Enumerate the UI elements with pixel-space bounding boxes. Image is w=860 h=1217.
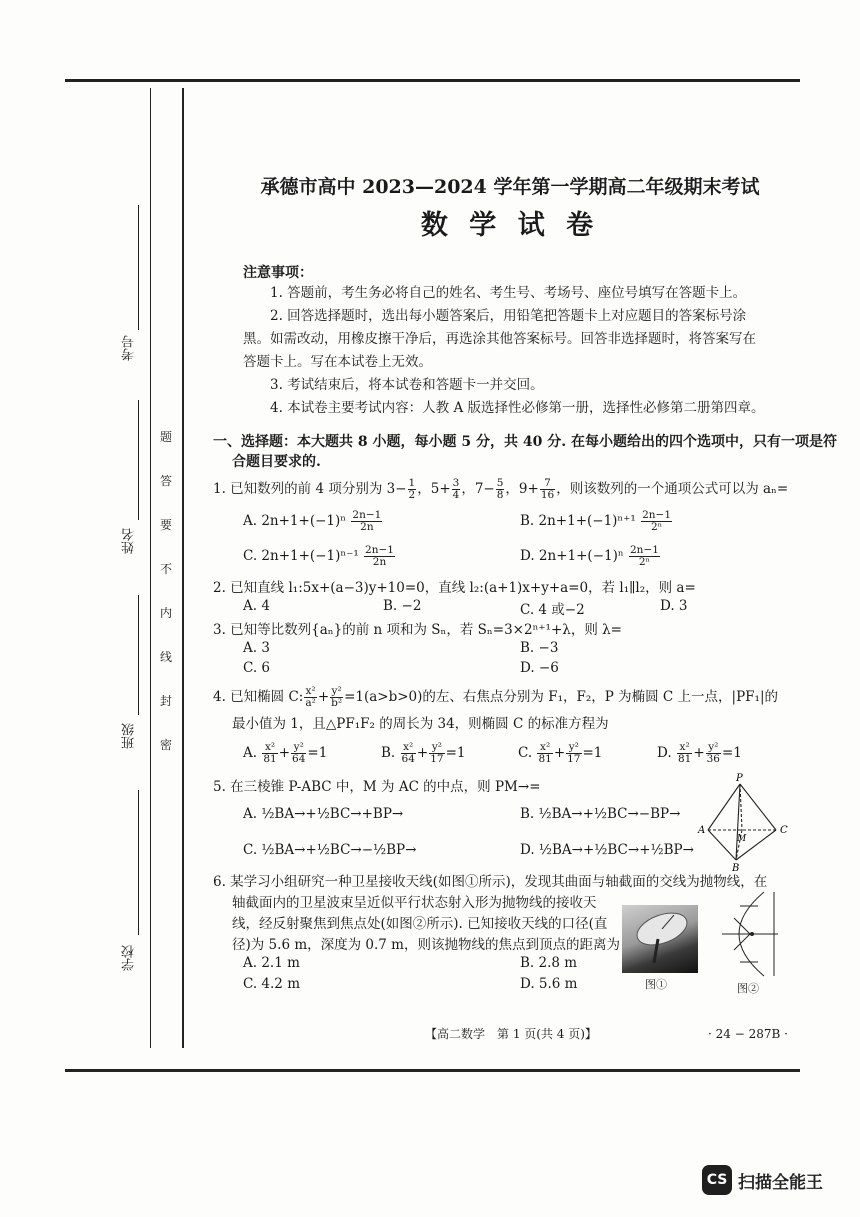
question-2-stem: 2. 已知直线 l₁:5x+(a−3)y+10=0，直线 l₂:(a+1)x+y+a=0，若 l₁∥l₂，则 a=	[213, 580, 696, 596]
exam-no-underline	[138, 205, 139, 330]
question-2-option-a: A. 4	[243, 598, 270, 614]
school-label: 学校	[122, 945, 137, 971]
question-6-stem: 6. 某学习小组研究一种卫星接收天线(如图①所示)，发现其曲面与轴截面的交线为抛物线，在	[213, 874, 768, 890]
fig-label-b: B	[732, 863, 740, 872]
binding-line-outer	[150, 88, 151, 1048]
section-heading: 一、选择题：本大题共 8 小题，每小题 5 分，共 40 分. 在每小题给出的四个选项中，只有一项是符	[213, 434, 837, 450]
page-footer: 【高二数学 第 1 页(共 4 页)】	[425, 1027, 597, 1041]
question-2-option-d: D. 3	[660, 598, 688, 614]
notice-item-1: 1. 答题前，考生务必将自己的姓名、考生号、考场号、座位号填写在答题卡上。	[270, 285, 747, 301]
class-underline	[138, 595, 139, 715]
question-5-option-d: D. ½BA→+½BC→+½BP→	[520, 842, 694, 858]
question-2-option-c: C. 4 或−2	[520, 602, 585, 618]
question-4-stem-cont: 最小值为 1，且△PF₁F₂ 的周长为 34，则椭圆 C 的标准方程为	[232, 716, 609, 732]
notice-item-2: 2. 回答选择题时，选出每小题答案后，用铅笔把答题卡上对应题目的答案标号涂	[270, 308, 747, 324]
figure-1-caption: 图①	[645, 978, 667, 991]
question-4-stem: 4. 已知椭圆 C: $\frac{\text{x²}}{\text{a²}}$ + $\frac{\text{y²}}{\text{b²}}$ =1(a>b>0)的左、右焦点分别为 F₁，F₂，P 为椭圆 C 上一点，|PF₁|的	[213, 685, 779, 709]
name-label: 姓名	[122, 528, 137, 554]
question-4-option-c: C. $\frac{\text{x²}}{81}$ + $\frac{\text{y²}}{17}$ =1	[518, 741, 603, 765]
figure-2-caption: 图②	[737, 982, 759, 995]
question-4-option-b: B. $\frac{\text{x²}}{64}$ + $\frac{\text{y²}}{17}$ =1	[381, 741, 466, 765]
question-5-option-a: A. ½BA→+½BC→+BP→	[243, 806, 404, 822]
fig-label-p: P	[736, 773, 743, 784]
seal-char-5: 内	[159, 606, 172, 620]
question-6-option-d: D. 5.6 m	[520, 976, 578, 992]
question-1-option-c: C. 2n+1+(−1)ⁿ⁻¹ $\frac{2n-1}{2n}$	[243, 544, 394, 568]
fig-label-m: M	[737, 834, 747, 844]
question-1-option-b: B. 2n+1+(−1)ⁿ⁺¹ $\frac{2n-1}{\text{2ⁿ}}$	[520, 509, 672, 533]
question-6-option-b: B. 2.8 m	[520, 955, 578, 971]
seal-char-7: 封	[159, 694, 172, 708]
question-4-option-a: A. $\frac{\text{x²}}{81}$ + $\frac{\text{y²}}{64}$ =1	[243, 741, 328, 765]
question-1-option-d: D. 2n+1+(−1)ⁿ $\frac{2n-1}{\text{2ⁿ}}$	[520, 544, 659, 568]
question-3-stem: 3. 已知等比数列{aₙ}的前 n 项和为 Sₙ，若 Sₙ=3×2ⁿ⁺¹+λ，则 λ=	[213, 622, 622, 638]
question-6-option-a: A. 2.1 m	[243, 955, 300, 971]
top-border	[65, 79, 800, 82]
seal-char-6: 线	[159, 650, 172, 664]
tetrahedron-figure	[696, 772, 792, 872]
question-4-option-d: D. $\frac{\text{x²}}{81}$ + $\frac{\text{y²}}{36}$ =1	[657, 741, 742, 765]
question-5-option-c: C. ½BA→+½BC→−½BP→	[243, 842, 417, 858]
fig-label-c: C	[780, 825, 788, 836]
notice-item-4: 4. 本试卷主要考试内容：人教 A 版选择性必修第一册，选择性必修第二册第四章。	[270, 400, 765, 416]
school-underline	[138, 790, 139, 935]
fig-label-a: A	[698, 825, 706, 836]
camscanner-watermark-text: 扫描全能王	[738, 1173, 823, 1193]
question-3-option-d: D. −6	[520, 660, 559, 676]
question-6-stem-3: 线，经反射聚焦到焦点处(如图②所示). 已知接收天线的口径(直	[232, 916, 608, 932]
question-5-option-b: B. ½BA→+½BC→−BP→	[520, 806, 681, 822]
bottom-border	[65, 1069, 800, 1072]
question-3-option-b: B. −3	[520, 640, 559, 656]
question-3-option-a: A. 3	[243, 640, 270, 656]
notice-heading: 注意事项：	[243, 265, 313, 281]
notice-item-3: 3. 考试结束后，将本试卷和答题卡一并交回。	[270, 377, 544, 393]
question-6-stem-4: 径)为 5.6 m，深度为 0.7 m，则该抛物线的焦点到顶点的距离为	[232, 937, 620, 953]
question-1-stem: 1. 已知数列的前 4 项分别为 3− $\frac{1}{2}$ ，5+ $\frac{3}{4}$ ，7− $\frac{5}{8}$ ，9+ $\frac{7}{16}$ ，则该数列的一个通项公式可以为 aₙ=	[213, 477, 789, 501]
exam-title: 承德市高中 2023—2024 学年第一学期高二年级期末考试	[260, 176, 760, 198]
question-5-stem: 5. 在三棱锥 P-ABC 中，M 为 AC 的中点，则 PM→=	[213, 779, 541, 795]
seal-char-3: 要	[159, 518, 172, 532]
seal-char-1: 题	[159, 430, 172, 444]
camscanner-logo: CS	[702, 1165, 732, 1195]
section-heading-cont: 合题目要求的.	[232, 454, 321, 470]
seal-char-2: 答	[159, 474, 172, 488]
exam-no-label: 考号	[122, 335, 137, 361]
question-6-stem-2: 轴截面内的卫星波束呈近似平行状态射入形为抛物线的接收天	[232, 895, 597, 911]
seal-char-4: 不	[159, 562, 172, 576]
paper-code: · 24 − 287B ·	[708, 1027, 788, 1041]
question-6-option-c: C. 4.2 m	[243, 976, 300, 992]
notice-item-2-cont: 黑。如需改动，用橡皮擦干净后，再选涂其他答案标号。回答非选择题时，将答案写在	[243, 331, 756, 347]
class-label: 班级	[122, 723, 137, 749]
parabola-figure	[712, 888, 784, 980]
question-3-option-c: C. 6	[243, 660, 271, 676]
paper-title: 数 学 试 卷	[420, 210, 600, 241]
name-underline	[138, 400, 139, 520]
binding-line-inner	[182, 88, 184, 1048]
notice-item-2-end: 答题卡上。写在本试卷上无效。	[243, 354, 432, 370]
question-1-option-a: A. 2n+1+(−1)ⁿ $\frac{2n-1}{2n}$	[243, 509, 382, 533]
satellite-dish-photo	[622, 905, 698, 973]
seal-char-8: 密	[159, 738, 172, 752]
question-2-option-b: B. −2	[383, 598, 422, 614]
